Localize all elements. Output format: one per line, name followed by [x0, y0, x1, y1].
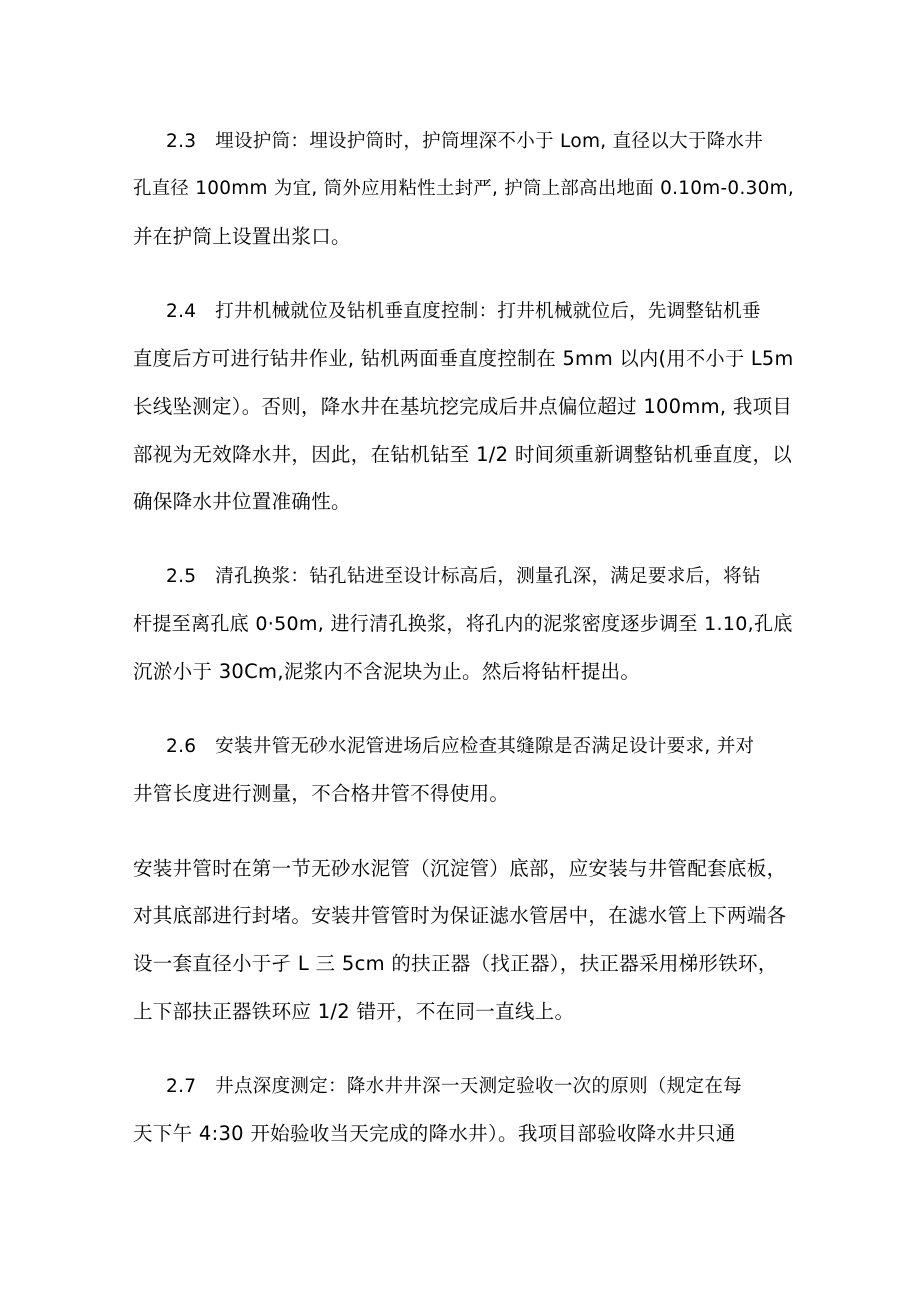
paragraph-2-3-line-2: 孔直径 100mm 为宜, 筒外应用粘性土封严, 护筒上部高出地面 0.10m-0.30m, [133, 178, 794, 199]
paragraph-install-line-3: 设一套直径小于孑 L 三 5cm 的扶正器（找正器），扶正器采用梯形铁环， [133, 952, 778, 975]
paragraph-2-4-line-5: 确保降水井位置准确性。 [133, 490, 351, 513]
paragraph-2-5-line-3: 沉淤小于 30Cm,泥浆内不含泥块为止。然后将钻杆提出。 [133, 660, 641, 683]
paragraph-2-5-line-2: 杆提至离孔底 0·50m, 进行清孔换浆，将孔内的泥浆密度逐步调至 1.10,孔底 [133, 613, 793, 635]
paragraph-2-5-line-1: 2.5 清孔换浆：钻孔钻进至设计标高后，测量孔深，满足要求后，将钻 [166, 566, 761, 587]
paragraph-install-line-1: 安装井管时在第一节无砂水泥管（沉淀管）底部，应安装与井管配套底板， [133, 857, 787, 880]
paragraph-2-4-line-3: 长线坠测定）。否则，降水井在基坑挖完成后井点偏位超过 100mm, 我项目 [133, 395, 793, 418]
paragraph-2-3-line-3: 并在护筒上设置出浆口。 [133, 225, 351, 248]
paragraph-2-4-line-4: 部视为无效降水井，因此，在钻机钻至 1/2 时间须重新调整钻机垂直度，以 [133, 443, 793, 466]
paragraph-2-4-line-1: 2.4 打井机械就位及钻机垂直度控制：打井机械就位后，先调整钻机垂 [166, 301, 761, 322]
paragraph-2-6-line-2: 井管长度进行测量，不合格井管不得使用。 [133, 782, 510, 805]
paragraph-install-line-2: 对其底部进行封堵。安装井管管时为保证滤水管居中，在滤水管上下两端各 [133, 904, 787, 927]
paragraph-2-7-line-1: 2.7 井点深度测定：降水井井深一天测定验收一次的原则（规定在每 [166, 1076, 742, 1097]
paragraph-2-6-line-1: 2.6 安装井管无砂水泥管进场后应检查其缝隙是否满足设计要求, 并对 [166, 736, 755, 757]
paragraph-2-3-line-1: 2.3 埋设护筒：埋设护筒时，护筒埋深不小于 Lom, 直径以大于降水井 [166, 131, 764, 152]
paragraph-install-line-4: 上下部扶正器铁环应 1/2 错开，不在同一直线上。 [133, 1000, 575, 1023]
paragraph-2-4-line-2: 直度后方可进行钻井作业, 钻机两面垂直度控制在 5mm 以内(用不小于 L5m [133, 347, 794, 370]
paragraph-2-7-line-2: 天下午 4:30 开始验收当天完成的降水井）。我项目部验收降水井只通 [133, 1122, 736, 1145]
